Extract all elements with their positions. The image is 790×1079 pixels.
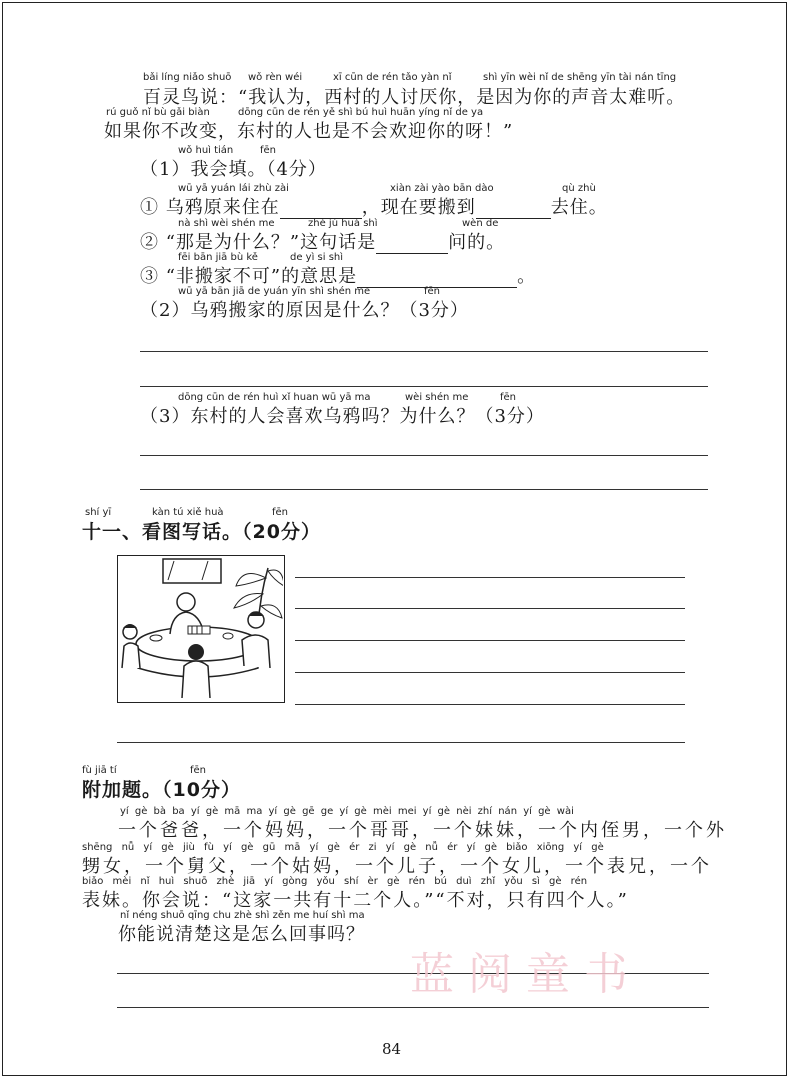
fill-blank[interactable] bbox=[476, 200, 551, 219]
pinyin: bǎi líng niǎo shuō bbox=[143, 72, 232, 83]
pinyin: fù jiā tí bbox=[82, 765, 117, 776]
answer-line[interactable] bbox=[140, 455, 708, 456]
section-11-title: 十一、看图写话。（20分） bbox=[82, 521, 321, 543]
pinyin: nǐ néng shuō qīng chu zhè shì zěn me huí shì ma bbox=[120, 910, 365, 921]
pinyin: dōng cūn de rén huì xǐ huan wū yā ma bbox=[178, 392, 371, 403]
bonus-line-3: 表妹。你会说：“这家一共有十二个人。”“不对，只有四个人。” bbox=[82, 890, 629, 911]
answer-line[interactable] bbox=[117, 742, 685, 743]
bonus-line-1: 一个爸爸，一个妈妈，一个哥哥，一个妹妹，一个内侄男，一个外 bbox=[118, 820, 727, 841]
q1-label: （1）我会填。（4分） bbox=[140, 159, 327, 180]
q2-label: （2）乌鸦搬家的原因是什么？（3分） bbox=[140, 300, 469, 321]
watermark-logo: 蓝阅童书 bbox=[410, 949, 642, 1000]
pinyin: xī cūn de rén tǎo yàn nǐ bbox=[333, 72, 452, 83]
pinyin: wèi shén me bbox=[405, 392, 469, 403]
family-dinner-illustration bbox=[117, 555, 285, 703]
pinyin: fēn bbox=[424, 286, 441, 297]
pinyin: fēn bbox=[260, 145, 277, 156]
story-line-2: 如果你不改变，东村的人也是不会欢迎你的呀！” bbox=[104, 121, 514, 142]
pinyin: biǎo mèi nǐ huì shuō zhè jiā yí gòng yǒu shí èr gè rén bú duì zhǐ yǒu sì gè rén bbox=[82, 876, 588, 887]
answer-line[interactable] bbox=[295, 672, 685, 673]
pinyin: shēng nǚ yí gè jiù fù yí gè gū mā yí gè ér zi yí gè nǚ ér yí gè biǎo xiōng yí gè bbox=[82, 842, 604, 853]
bonus-title: 附加题。（10分） bbox=[82, 779, 241, 801]
pinyin: dōng cūn de rén yě shì bú huì huān yíng nǐ de ya bbox=[238, 107, 484, 118]
pinyin: fēi bān jiā bù kě bbox=[178, 252, 258, 263]
story-line-1: 百灵鸟说：“我认为，西村的人讨厌你，是因为你的声音太难听。 bbox=[143, 87, 686, 108]
pinyin: fēn bbox=[190, 765, 207, 776]
dinner-scene-icon bbox=[118, 556, 283, 701]
q1-item-1: ① 乌鸦原来住在 ，现在要搬到 去住。 bbox=[140, 197, 608, 218]
q1-item-3: ③ “非搬家不可”的意思是 。 bbox=[140, 266, 537, 287]
pinyin: rú guǒ nǐ bù gǎi biàn bbox=[106, 107, 210, 118]
answer-line[interactable] bbox=[140, 351, 708, 352]
answer-line[interactable] bbox=[295, 640, 685, 641]
bonus-line-4: 你能说清楚这是怎么回事吗？ bbox=[118, 924, 365, 945]
pinyin: nà shì wèi shén me bbox=[178, 218, 275, 229]
q3-label: （3）东村的人会喜欢乌鸦吗？为什么？（3分） bbox=[140, 406, 545, 427]
page-number: 84 bbox=[382, 1040, 402, 1058]
pinyin: fēn bbox=[500, 392, 517, 403]
answer-line[interactable] bbox=[140, 386, 708, 387]
answer-line[interactable] bbox=[140, 489, 708, 490]
pinyin: xiàn zài yào bān dào bbox=[390, 183, 494, 194]
bonus-line-2: 甥女，一个舅父，一个姑妈，一个儿子，一个女儿，一个表兄，一个 bbox=[82, 856, 712, 877]
pinyin: yí gè bà ba yí gè mā ma yí gè gē ge yí gè mèi mei yí gè nèi zhí nán yí gè wài bbox=[120, 806, 574, 817]
pinyin: wū yā bān jiā de yuán yīn shì shén me bbox=[178, 286, 371, 297]
pinyin: shì yīn wèi nǐ de shēng yīn tài nán tīng bbox=[483, 72, 677, 83]
pinyin: kàn tú xiě huà bbox=[152, 507, 224, 518]
pinyin: wǒ huì tián bbox=[178, 145, 234, 156]
answer-line[interactable] bbox=[295, 704, 685, 705]
pinyin: qù zhù bbox=[562, 183, 596, 194]
fill-blank[interactable] bbox=[280, 200, 362, 219]
pinyin: wèn de bbox=[462, 218, 499, 229]
pinyin: shí yī bbox=[85, 507, 112, 518]
pinyin: zhè jù huà shì bbox=[308, 218, 378, 229]
q1-item-2: ② “那是为什么？”这句话是 问的。 bbox=[140, 232, 506, 253]
pinyin: wū yā yuán lái zhù zài bbox=[178, 183, 289, 194]
pinyin: wǒ rèn wéi bbox=[248, 72, 303, 83]
answer-line[interactable] bbox=[295, 608, 685, 609]
answer-line[interactable] bbox=[295, 577, 685, 578]
pinyin: de yì si shì bbox=[290, 252, 344, 263]
pinyin: fēn bbox=[272, 507, 289, 518]
fill-blank[interactable] bbox=[376, 235, 448, 254]
